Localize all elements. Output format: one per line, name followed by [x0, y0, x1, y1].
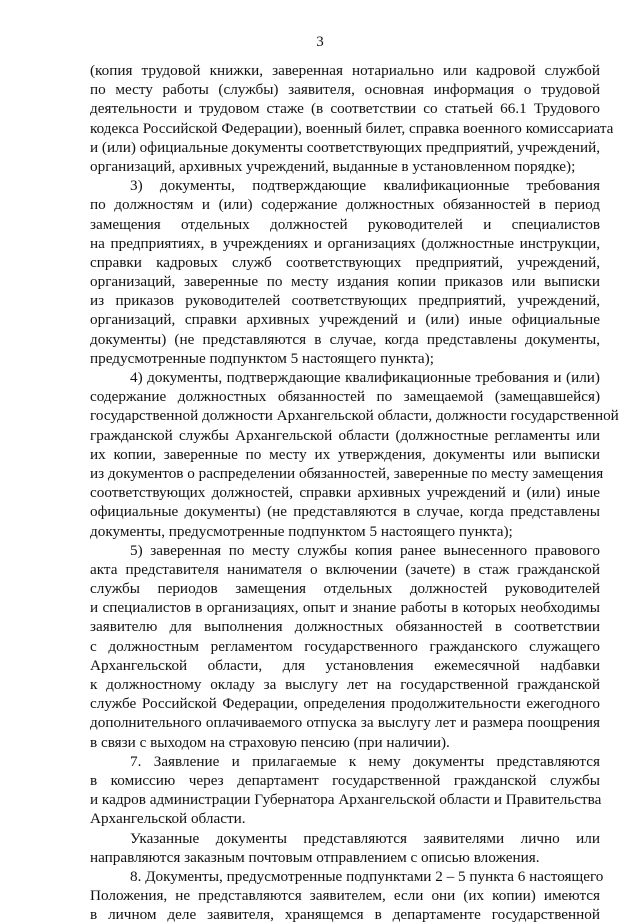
- text-line: службы периодов замещения отдельных должностей руководителей: [90, 580, 600, 598]
- document-body: [90, 61, 619, 924]
- text-line: направляются заказным почтовым отправлением с описью вложения.: [90, 848, 540, 866]
- text-line: из приказов руководителей соответствующих предприятий, учреждений,: [90, 292, 600, 310]
- text-line: документы, предусмотренные подпунктом 5 настоящего пункта);: [90, 522, 513, 540]
- text-line: Положения, не представляются заявителем, если они (их копии) имеются: [90, 887, 600, 905]
- text-line: гражданской службы Архангельской области (должностные регламенты или: [90, 426, 600, 444]
- text-line: организаций, архивных учреждений, выданные в установленном порядке);: [90, 157, 576, 175]
- paragraph: [90, 541, 600, 752]
- page-number: 3: [316, 34, 324, 50]
- text-line: содержание должностных обязанностей по замещаемой (замещавшейся): [90, 388, 600, 406]
- text-line: 8. Документы, предусмотренные подпунктами 2 – 5 пункта 6 настоящего: [130, 867, 604, 885]
- text-line: и специалистов в организациях, опыт и знание работы в которых необходимы: [90, 599, 600, 617]
- text-line: в связи с выходом на страховую пенсию (при наличии).: [90, 733, 450, 751]
- text-line: кодекса Российской Федерации), военный билет, справка военного комиссариата: [90, 119, 614, 137]
- text-line: по месту работы (службы) заявителя, основная информация о трудовой: [90, 81, 600, 99]
- text-line: соответствующих должностей, справки архивных учреждений и (или) иные: [90, 484, 600, 502]
- text-line: организаций, заверенные по месту издания копии приказов или выписки: [90, 273, 600, 291]
- paragraph: [90, 829, 600, 867]
- text-line: по должностям и (или) содержание должностных обязанностей в период: [90, 196, 600, 214]
- text-line: 3) документы, подтверждающие квалификационные требования: [130, 177, 600, 195]
- text-line: 7. Заявление и прилагаемые к нему документы представляются: [130, 752, 600, 770]
- text-line: справки кадровых служб соответствующих предприятий, учреждений,: [90, 253, 600, 271]
- text-line: из документов о распределении обязанностей, заверенные по месту замещения: [90, 464, 604, 482]
- text-line: с должностным регламентом государственного гражданского служащего: [90, 637, 600, 655]
- paragraph: [90, 752, 600, 829]
- text-line: на предприятиях, в учреждениях и организациях (должностные инструкции,: [90, 234, 600, 252]
- text-line: службе Российской Федерации, определения продолжительности ежегодного: [90, 695, 600, 713]
- text-line: и кадров администрации Губернатора Архангельской области и Правительства: [90, 791, 602, 809]
- text-line: организаций, справки архивных учреждений и (или) иные официальные: [90, 311, 600, 329]
- text-line: 5) заверенная по месту службы копия ранее вынесенного правового: [130, 541, 600, 559]
- text-line: предусмотренные подпунктом 5 настоящего пункта);: [90, 349, 434, 367]
- text-line: в личном деле заявителя, хранящемся в департаменте государственной: [90, 906, 600, 924]
- text-line: акта представителя нанимателя о включении (зачете) в стаж гражданской: [90, 560, 600, 578]
- text-line: (копия трудовой книжки, заверенная нотариально или кадровой службой: [90, 62, 600, 79]
- text-line: в комиссию через департамент государственной гражданской службы: [90, 771, 600, 789]
- text-line: официальные документы) (не представляются в случае, когда представлены: [90, 503, 600, 521]
- text-line: Архангельской области.: [90, 810, 246, 828]
- text-line: их копии, заверенные по месту их утверждения, документы или выписки: [90, 445, 600, 463]
- text-line: и (или) официальные документы соответствующих предприятий, учреждений,: [90, 138, 600, 156]
- paragraph: [90, 368, 619, 541]
- text-line: государственной должности Архангельской области, должности государственной: [90, 407, 619, 425]
- text-line: заявителю для выполнения должностных обязанностей в соответствии: [90, 618, 600, 636]
- text-line: замещения отдельных должностей руководителей и специалистов: [90, 215, 600, 233]
- text-line: к должностному окладу за выслугу лет на государственной гражданской: [90, 676, 600, 693]
- paragraph: [90, 867, 604, 924]
- text-line: 4) документы, подтверждающие квалификационные требования и (или): [130, 369, 600, 386]
- paragraph: [90, 61, 614, 176]
- text-line: документы) (не представляются в случае, когда представлены документы,: [90, 330, 600, 348]
- text-line: Архангельской области, для установления ежемесячной надбавки: [90, 656, 600, 674]
- text-line: дополнительного оплачиваемого отпуска за выслугу лет и размера поощрения: [90, 714, 600, 732]
- text-line: деятельности и трудовом стаже (в соответствии со статьей 66.1 Трудового: [90, 100, 600, 118]
- paragraph: [90, 176, 600, 368]
- text-line: Указанные документы представляются заявителями лично или: [130, 829, 600, 847]
